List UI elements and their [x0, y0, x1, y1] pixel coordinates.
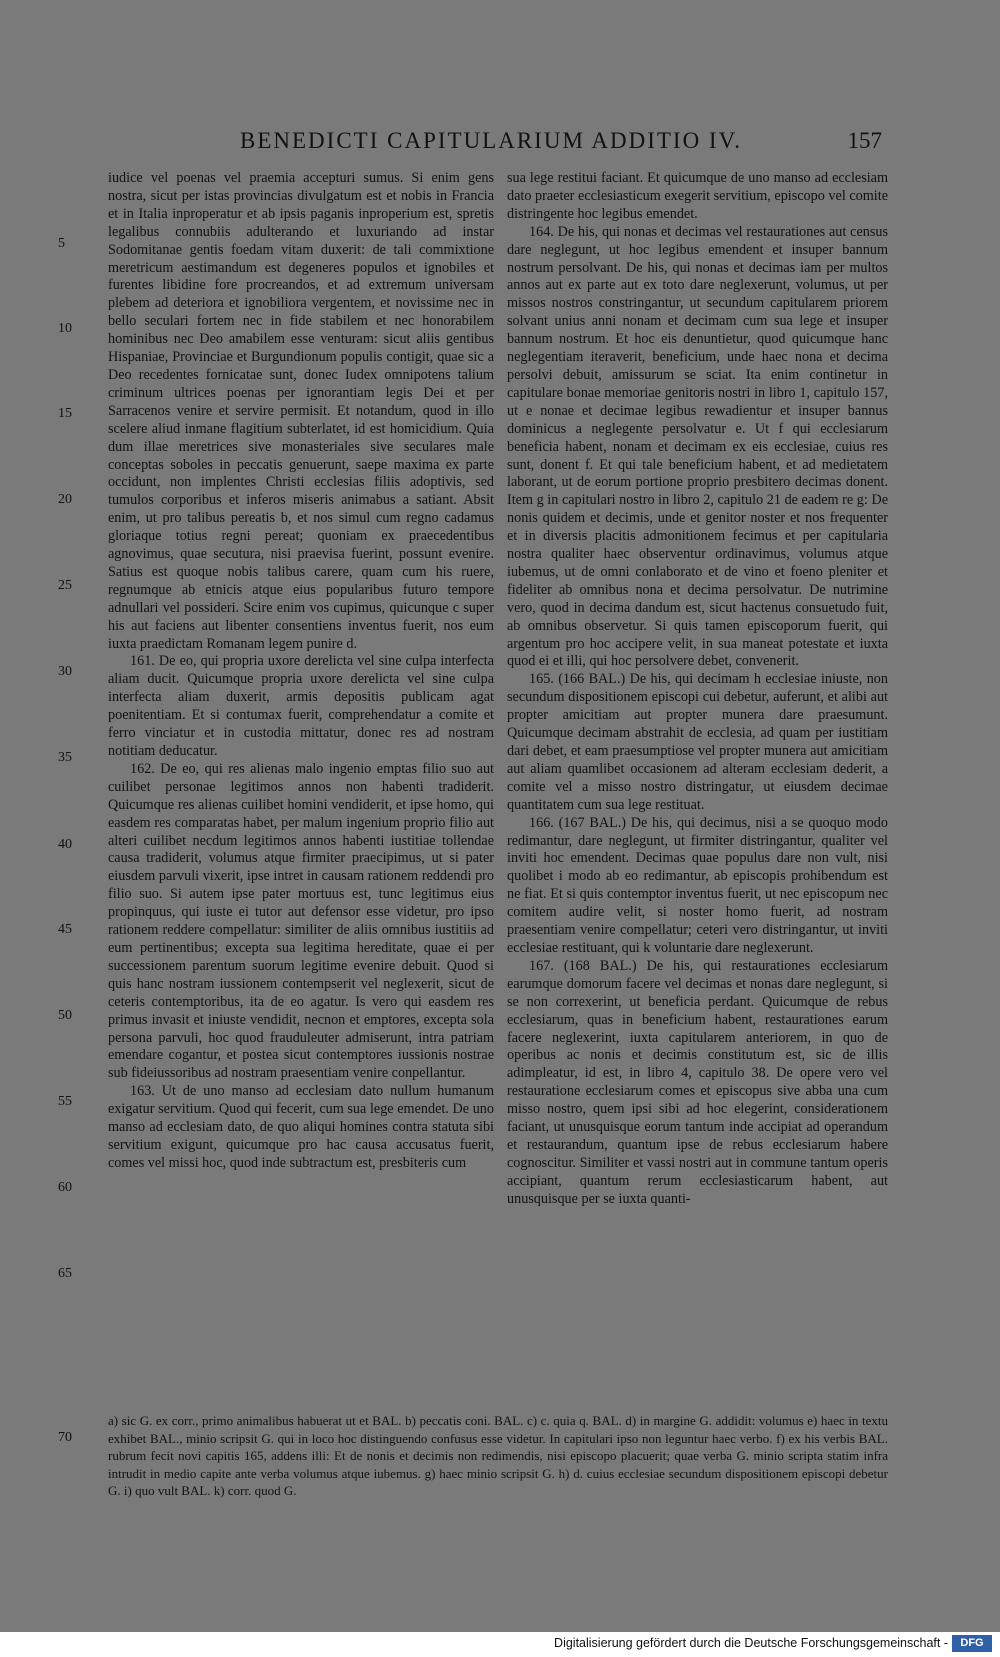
chapter-167: 167. (168 BAL.) De his, qui restaurationes ecclesiarum earumque domorum facere vel decimas et nonas dare neglegunt, si se non correxerint, ut beneficia perdant. Quicumque de rebus ecclesiarum, quas in beneficium habent, restaurationes earum facere neglexerint, iuxta capitularem anteriorem, in quo de operibus ac nonis et decimis constitutum est, sic de illis adimpleatur, id est, in libro 4, capitulo 38. De opere vero vel restauratione ecclesiarum comes et episcopus sive abba una cum misso nostro, quem ipsi sibi ad hoc elegerint, considerationem faciant, ut unusquisque eorum tantum inde accipiat ad operandum et restaurandum, quantum ipse de rebus ecclesiarum habere cognoscitur. Similiter et vassi nostri aut in commune tantum operis accipiant, quantum rerum ecclesiasticarum habent, aut unusquisque per se iuxta quanti-: [507, 957, 888, 1207]
page-header: [100, 128, 890, 162]
line-number: 55: [58, 1094, 72, 1109]
chapter-162: 162. De eo, qui res alienas malo ingenio emptas filio suo aut cuilibet personae legitimos annos non habenti tradiderit. Quicumque res alienas cuilibet homini vendiderit, et ipse homo, qui easdem res comparatas habet, per malum ingenium proprio filio aut alteri cuilibet necdum legitimos annos habenti iustitiae tollendae causa tradiderit, volumus atque firmiter praecipimus, ut si pater eiusdem parvuli vixerit, ipse intret in causam rationem reddendi pro filio suo. Si autem ipse pater mortuus est, tunc legitimus eius propinquus, qui iuste ei tutor aut defensor esse videtur, pro ipso rationem reddere compellatur: similiter de aliis omnibus iustitiis ad eum pertinentibus; excepta sua legitima hereditate, quae ei per successionem parentum suorum legitime evenire debuit. Quod si quis hanc nostram iussionem contempserit vel neglexerit, sicut de ceteris contemptoribus, ita de eo agatur. Is vero qui easdem res primus invasit et iniuste vendidit, necnon et emptores, excepta sola persona parvuli, hoc quod frauduleuter admiserunt, intra patriam emendare cogantur, et postea sicut contemptores iussionis nostrae sub fideiussoribus ad nostram praesentiam venire conpellantur.: [108, 760, 494, 1082]
dfg-logo: DFG: [952, 1635, 992, 1652]
line-number: 35: [58, 750, 72, 765]
line-number: 25: [58, 578, 72, 593]
line-number: 30: [58, 664, 72, 679]
line-number: 65: [58, 1266, 72, 1281]
running-title: BENEDICTI CAPITULARIUM ADDITIO IV.: [240, 128, 742, 153]
chapter-165: 165. (166 BAL.) De his, qui decimam h ecclesiae iniuste, non secundum dispositionem episcopi cui debetur, auferunt, et alibi aut propter amicitiam aut propter munera dare praesumunt. Quicumque decimam abstrahit de ecclesia, ad quam per iustitiam dari debet, et eam praesumptiose vel propter munera aut amicitiam aut aliam quamlibet occasionem ad alteram ecclesiam dederit, a comite vel a misso nostro distringatur, ut eiusdem decimae quantitatem cum sua lege restituat.: [507, 671, 888, 813]
line-number: 50: [58, 1008, 72, 1023]
footnote-line-margin: [58, 1412, 102, 1522]
funding-notice: Digitalisierung gefördert durch die Deutsche Forschungsgemeinschaft -: [554, 1636, 948, 1650]
left-column: [108, 170, 494, 1390]
line-number-margin: [58, 170, 102, 1390]
line-number: 60: [58, 1180, 72, 1195]
line-number: 45: [58, 922, 72, 937]
page-number: 157: [847, 128, 882, 153]
line-number: 10: [58, 321, 72, 336]
chapter-161: 161. De eo, qui propria uxore derelicta vel sine culpa interfecta aliam ducit. Quicumque propria uxore derelicta vel sine culpa interfecta aliam duxerit, armis depositis publicam agat poenitentiam. Et si contumax fuerit, comprehendatur a comite et ferro vinciatur et in custodia mittatur, donec res ad nostram notitiam deducatur.: [108, 653, 494, 759]
line-number: 20: [58, 492, 72, 507]
line-number: 70: [58, 1430, 72, 1445]
line-number: 15: [58, 406, 72, 421]
chapter-166: 166. (167 BAL.) De his, qui decimus, nisi a se quoquo modo redimantur, dare neglegunt, ut firmiter distringantur, qualiter vel inviti hoc emendent. Decimas quae populus dare non vult, nisi quolibet i modo ab eo redimantur, ab episcopis prohibendum est ne fiat. Et si quis contemptor inventus fuerit, ut nec episcopum nec comitem audire velit, si noster homo fuerit, ad nostram praesentiam venire compellatur; ceteri vero distringantur, ut inviti ecclesiae restituant, qui k voluntarie dare neglexerunt.: [507, 814, 888, 956]
chapter-163-continuation: sua lege restitui faciant. Et quicumque de uno manso ad ecclesiam dato praeter ecclesiasticum exegerit servitium, episcopo vel comite distringente hoc legibus emendet.: [507, 170, 888, 222]
right-column: [507, 170, 888, 1390]
footnote-text: a) sic G. ex corr., primo animalibus habuerat ut et BAL. b) peccatis coni. BAL. c) c. quia q. BAL. d) in margine G. addidit: volumus e) haec in textu exhibet BAL., minio scripsit G. qui in loco hoc distinguendo confusus esse videtur. In capitulari ipso non leguntur haec verbo. f) ex his verbis BAL. rubrum fecit novi capitis 165, addens illi: Et de nonis et decimis non redimendis, nisi episcopo placuerit; quae verba G. minio scripta statim infra intrudit in medio capite ante verba volumus atque iubemus. g) haec minio scripsit G. h) d. cuius ecclesiae secundum dispositionem episcopi debetur G. i) quo vult BAL. k) corr. quod G.: [108, 1413, 888, 1498]
chapter-163: 163. Ut de uno manso ad ecclesiam dato nullum humanum exigatur servitium. Quod qui fecerit, cum sua lege emendet. De uno manso ad ecclesiam dato, de quo aliqui homines contra statuta sibi servitium exigunt, quicumque pro hac causa accusatus fuerit, comes vel missi hoc, quod inde subtractum est, presbiteris cum: [108, 1083, 494, 1171]
line-number: 40: [58, 837, 72, 852]
chapter-164: 164. De his, qui nonas et decimas vel restaurationes aut census dare neglegunt, ut hoc legibus emendent et insuper bannum nostrum persolvant. De his, qui nonas et decimas iam per multos annos aut ex parte aut ex toto dare neglexerunt, volumus, ut per missos nostros constringantur, ut secundum capitularem priorem solvant unius anni nonam et decimam cum sua lege et insuper bannum nostrum. Et hoc eis denuntietur, quod quicumque hanc neglegentiam iteraverit, beneficium, unde haec nona et decima persolvi debuit, amissurum se sciat. Ita enim continetur in capitulare bonae memoriae genitoris nostri in libro 1, capitulo 157, ut e nonae et decimae legibus rewadientur et insuper bannus dominicus a neglegente persolvatur e. Ut f qui ecclesiarum beneficia habent, nonam et decimam ex eis ecclesiae, cuius res sunt, donent f. Et qui tale beneficium habent, et ad medietatem laborant, ut de eorum portione proprio presbitero decimas donent. Item g in capitulari nostro in libro 2, capitulo 21 de eadem re g: De nonis quidem et decimis, unde et genitor noster et nos frequenter et in diversis placitis admonitionem fecimus et per capitularia nostra qualiter haec observentur ordinavimus, volumus atque iubemus, ut de omni conlaborato et de vino et foeno pleniter et fideliter ab omnibus nona et decima persolvatur. De nutrimine vero, quod in decima dandum est, sicut hactenus consuetudo fuit, ab omnibus observetur. Si quis tamen episcoporum fuerit, qui argentum pro hoc accipere velit, in sua maneat potestate et iuxta quod ei et illi, qui hoc persolvere debet, convenerit.: [507, 223, 888, 670]
paragraph-160-continuation: iudice vel poenas vel praemia accepturi sumus. Si enim gens nostra, sicut per istas provincias divulgatum est et nobis in Francia et in Italia inproperatur et ab ipsis paganis inproperium est, spretis legalibus connubiis adulterando et luxuriando ad instar Sodomitanae gentis foedam vitam duxerit: de tali commixtione meretricum aestimandum est degeneres populos et ignobiles et furentes libidine fore procreandos, et ad extremum universam plebem ad deteriora et ignobiliora vergentem, et novissime nec in bello seculari fortem nec in fide stabilem et nec honorabilem hominibus nec Deo amabilem esse venturam: sicut aliis gentibus Hispaniae, Provinciae et Burgundionum populis contigit, quae sic a Deo recedentes fornicatae sunt, donec Iudex omnipotens talium criminum ultrices poenas per ignorantiam legis Dei et per Sarracenos venire et servire permisit. Et notandum, quod in illo scelere aliud inmane flagitium subterlatet, id est homicidium. Quia dum illae meretrices sive monasteriales sive seculares male conceptas soboles in peccatis genuerunt, saepe maxima ex parte occidunt, non implentes Christi ecclesias filiis adoptivis, sed tumulos corporibus et inferos miseris animabus a satiant. Absit enim, ut pro talibus pereatis b, et nos simul cum regno cadamus gloriaque totius regni pereat; quoniam ex praecedentibus agnovimus, quae secutura, nisi praevisa fuerint, possunt evenire. Satius est quoque nobis talibus carere, quam cum his ruere, regnumque ab etnicis atque eius popularibus futuro tempore adnullari vel possideri. Scire enim vos cupimus, quicunque c super his aut faciens aut libenter consentiens inventus fuerit, nos eum iuxta praedictam Romanam legem punire d.: [108, 170, 494, 652]
footnotes: [108, 1412, 888, 1522]
line-number: 5: [58, 236, 65, 251]
footer-band: [0, 1632, 1000, 1657]
